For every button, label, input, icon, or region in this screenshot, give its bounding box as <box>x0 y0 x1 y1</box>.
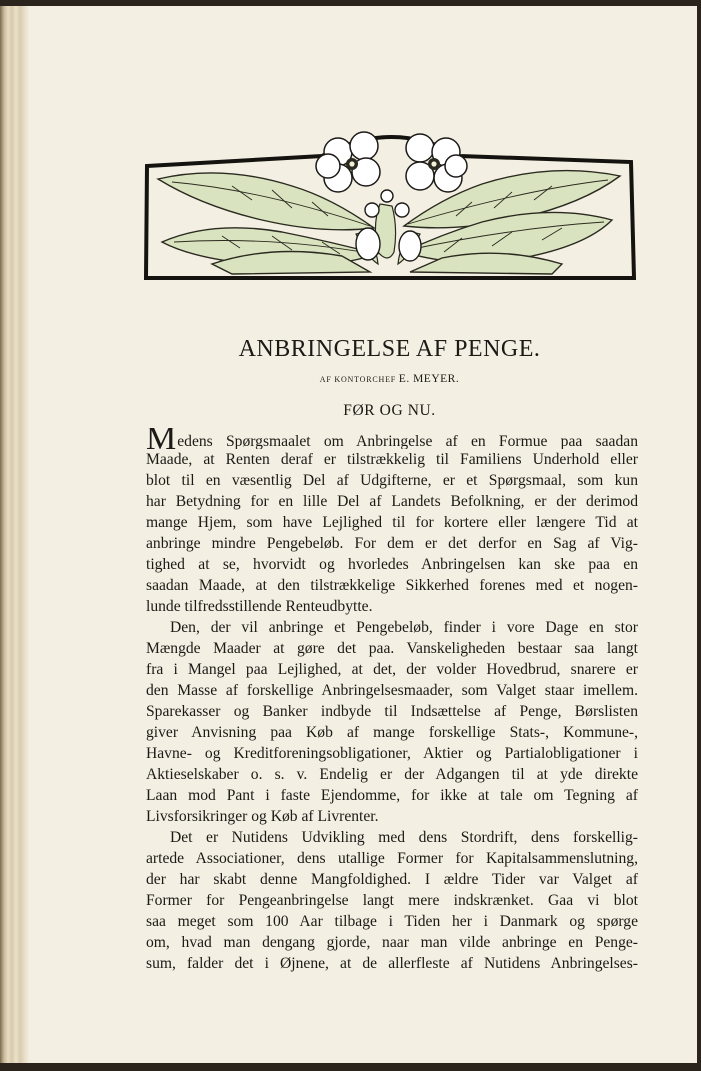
section-subtitle: FØR OG NU. <box>343 402 436 419</box>
byline-prefix: AF KONTORCHEF <box>319 375 397 384</box>
book-spine <box>0 0 30 1071</box>
body-line: tighed at se, hvorvidt og hvorledes Anbringelsen kan ske paa en <box>146 556 638 573</box>
drop-cap: M <box>146 428 177 449</box>
body-line: Livsforsikringer og Køb af Livrenter. <box>146 808 379 825</box>
page-edge-right <box>697 0 701 1071</box>
page-edge-top <box>0 0 701 6</box>
article-byline <box>0 373 701 385</box>
body-line: Sparekasser og Banker indbyde til Indsættelse af Penge, Børslisten <box>146 703 638 720</box>
body-line: Aktieselskaber o. s. v. Endelig er der Adgangen til at yde direkte <box>146 766 638 783</box>
body-line: giver Anvisning paa Køb af mange forskellige Stats-, Kommune-, <box>146 724 638 741</box>
body-line: artede Associationer, dens utallige Former for Kapitalsammenslutning, <box>146 850 638 867</box>
body-line: om, hvad man dengang gjorde, naar man vilde anbringe en Penge- <box>146 934 638 951</box>
body-line: har Betydning for en lille Del af Landets Befolkning, er der derimod <box>146 493 638 510</box>
body-line: blot til en væsentlig Del af Udgifterne, er et Spørgsmaal, som kun <box>146 472 638 489</box>
body-line: Den, der vil anbringe et Pengebeløb, finder i vore Dage en stor <box>170 619 638 636</box>
body-line: Havne- og Kreditforeningsobligationer, Aktier og Partialobligationer i <box>146 745 638 762</box>
body-line: Det er Nutidens Udvikling med dens Stordrift, dens forskellig- <box>170 829 638 846</box>
body-line: Mængde Maader at gøre det paa. Vanskeligheden bestaar saa langt <box>146 640 638 657</box>
body-line: den Masse af forskellige Anbringelsesmaader, som Valget staar imellem. <box>146 682 638 699</box>
body-line: lunde tilfredsstillende Renteudbytte. <box>146 598 373 615</box>
page-edge-bottom <box>0 1063 701 1071</box>
body-line: Maade, at Renten deraf er tilstrækkelig til Familiens Underhold eller <box>146 451 638 468</box>
body-line: sum, falder det i Øjnene, at de allerfleste af Nutidens Anbringelses- <box>146 955 638 972</box>
body-line: mange Hjem, som have Lejlighed til for kortere eller længere Tid at <box>146 514 638 531</box>
article-title: ANBRINGELSE AF PENGE. <box>238 336 541 362</box>
body-line: Medens Spørgsmaalet om Anbringelse af en Formue paa saadan <box>146 428 638 449</box>
body-line: saadan Maade, at den tilstrækkelige Sikkerhed forenes med et nogen- <box>146 577 638 594</box>
floral-header-ornament <box>142 124 638 284</box>
author-name: E. MEYER. <box>398 373 460 385</box>
body-line: der har skabt denne Mangfoldighed. I ældre Tider var Valget af <box>146 871 638 888</box>
body-line: Laan mod Pant i faste Ejendomme, for ikke at tale om Tegning af <box>146 787 638 804</box>
body-line: anbringe mindre Pengebeløb. For dem er det derfor en Sag af Vig- <box>146 535 638 552</box>
body-line: saa meget som 100 Aar tilbage i Tiden her i Danmark og spørge <box>146 913 638 930</box>
article-body <box>146 428 638 974</box>
body-line: Former for Pengeanbringelse langt mere indskrænket. Gaa vi blot <box>146 892 638 909</box>
body-line: fra i Mangel paa Lejlighed, at det, der volder Hovedbrud, snarere er <box>146 661 638 678</box>
